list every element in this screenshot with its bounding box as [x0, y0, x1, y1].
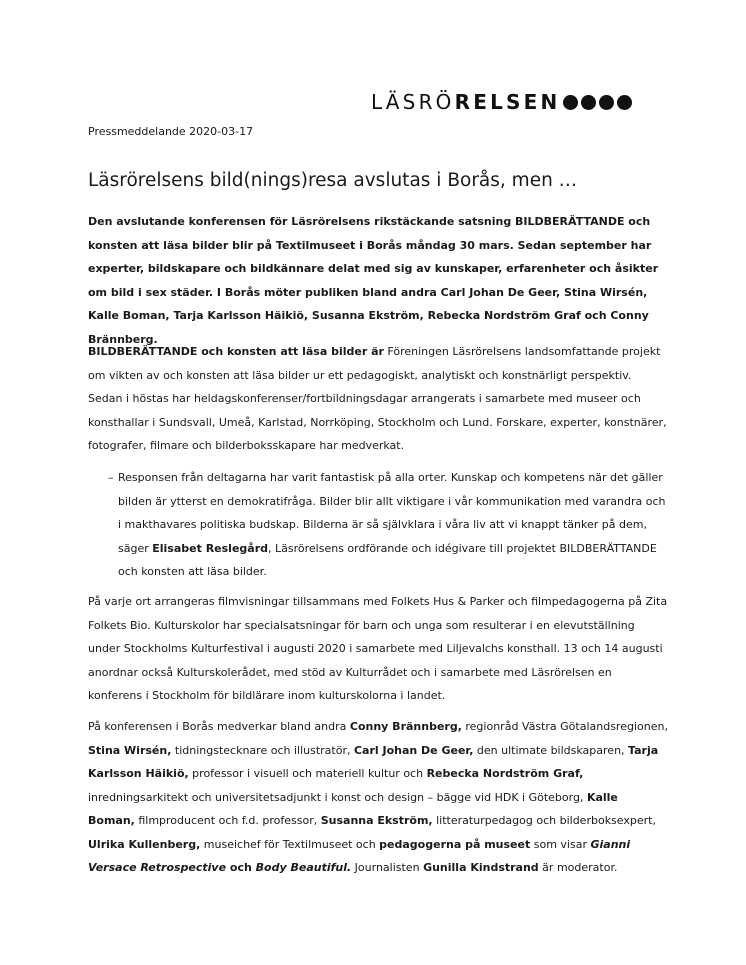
participants-text: litteraturpedagog och bilderboksexpert,	[432, 814, 656, 827]
participant-name: Conny Brännberg,	[349, 720, 462, 733]
quote-speaker: Elisabet Reslegård	[152, 541, 269, 555]
quote-paragraph	[108, 466, 670, 584]
participant-name: Kalle Boman,	[88, 790, 618, 827]
participant-name: pedagogerna på museet	[379, 837, 531, 851]
participants-text: och	[226, 861, 256, 874]
exhibition-title: Gianni Versace Retrospective	[88, 837, 631, 874]
lead-paragraph: Den avslutande konferensen för Läsrörelsens rikstäckande satsning BILDBERÄTTANDE och konsten att läsa bilder blir på Textilmuseet i Borås måndag 30 mars. Sedan september har experter, bildskapare och bildkännare delat med sig av kunskaper, erfarenheter och åsikter om bild i sex städer. I Borås möter publiken bland andra Carl Johan De Geer, Stina Wirsén, Kalle Boman, Tarja Karlsson Häikiö, Susanna Ekström, Rebecka Nordström Graf och Conny Brännberg.	[88, 215, 659, 346]
headline: Läsrörelsens bild(nings)resa avslutas i Borås, men …	[88, 170, 578, 191]
participants-text: På konferensen i Borås medverkar bland andra	[88, 720, 350, 733]
logo-dot	[599, 95, 614, 110]
quote-dash: –	[108, 471, 114, 484]
participants-text: inredningsarkitekt och universitetsadjunkt i konst och design – bägge vid HDK i Göteborg,	[88, 790, 587, 804]
participants-text: regionråd Västra Götalandsregionen,	[461, 720, 668, 733]
participants-text: professor i visuell och materiell kultur och	[188, 767, 427, 780]
participant-name: Ulrika Kullenberg,	[88, 837, 201, 851]
project-name: BILDBERÄTTANDE och konsten att läsa bilder är	[88, 345, 384, 358]
logo-dot	[581, 95, 596, 110]
exhibition-title: Body Beautiful.	[255, 861, 352, 874]
quote-text-2: , Läsrörelsens ordförande och idégivare till projektet BILDBERÄTTANDE och konsten att läsa bilder.	[118, 541, 657, 578]
participants-text: museichef för Textilmuseet och	[200, 837, 380, 851]
participants-text: är moderator.	[538, 861, 618, 874]
logo-dot	[563, 95, 578, 110]
participants-text: Journalisten	[351, 861, 424, 874]
moderator-name: Gunilla Kindstrand	[423, 861, 539, 874]
participant-name: Carl Johan De Geer,	[353, 743, 474, 757]
participants-text: som visar	[530, 837, 591, 851]
participants-text: tidningstecknare och illustratör,	[171, 743, 354, 757]
logo-text-bold: RELSEN	[454, 90, 561, 114]
quote-text-1: Responsen från deltagarna har varit fantastisk på alla orter. Kunskap och kompetens när det gäller bilden är ytterst en demokratifråga. Bilder blir allt viktigare i vår kommunikation med varandra och i makthavares politiska budskap. Bilderna är så självklara i våra liv att vi knappt tänker på dem, säger	[118, 471, 666, 555]
participant-name: Stina Wirsén,	[88, 743, 172, 757]
participant-name: Susanna Ekström,	[320, 814, 433, 827]
logo-dots	[563, 95, 632, 110]
participant-name: Tarja Karlsson Häikiö,	[88, 743, 659, 780]
logo-text-light: LÄSRÖ	[371, 90, 455, 114]
lasrorelsen-logo	[371, 90, 632, 114]
participant-name: Rebecka Nordström Graf,	[426, 767, 584, 780]
paragraph-events: På varje ort arrangeras filmvisningar tillsammans med Folkets Hus & Parker och filmpedagogerna på Zita Folkets Bio. Kulturskolor har specialsatsningar för barn och unga som resulterar i en elevutställning under Stockholms Kulturfestival i augusti 2020 i samarbete med Liljevalchs konsthall. 13 och 14 augusti anordnar också Kulturskolerådet, med stöd av Kulturrådet och i samarbete med Läsrörelsen en konferens i Stockholm för bildlärare inom kulturskolorna i landet.	[88, 595, 668, 702]
logo-dot	[617, 95, 632, 110]
participants-text: den ultimate bildskaparen,	[473, 743, 629, 757]
paragraph-participants	[88, 715, 668, 880]
press-release-date: Pressmeddelande 2020-03-17	[88, 125, 254, 138]
paragraph-project-text: Föreningen Läsrörelsens landsomfattande projekt om vikten av och konsten att läsa bilder ur ett pedagogiskt, analytiskt och konstnärligt perspektiv. Sedan i höstas har heldagskonferenser/fortbildningsdagar arrangerats i samarbete med museer och konsthallar i Sundsvall, Umeå, Karlstad, Norrköping, Stockholm och Lund. Forskare, experter, konstnärer, fotografer, filmare och bilderboksskapare har medverkat.	[88, 345, 667, 452]
paragraph-project	[88, 340, 668, 458]
participants-text: filmproducent och f.d. professor,	[134, 814, 321, 827]
